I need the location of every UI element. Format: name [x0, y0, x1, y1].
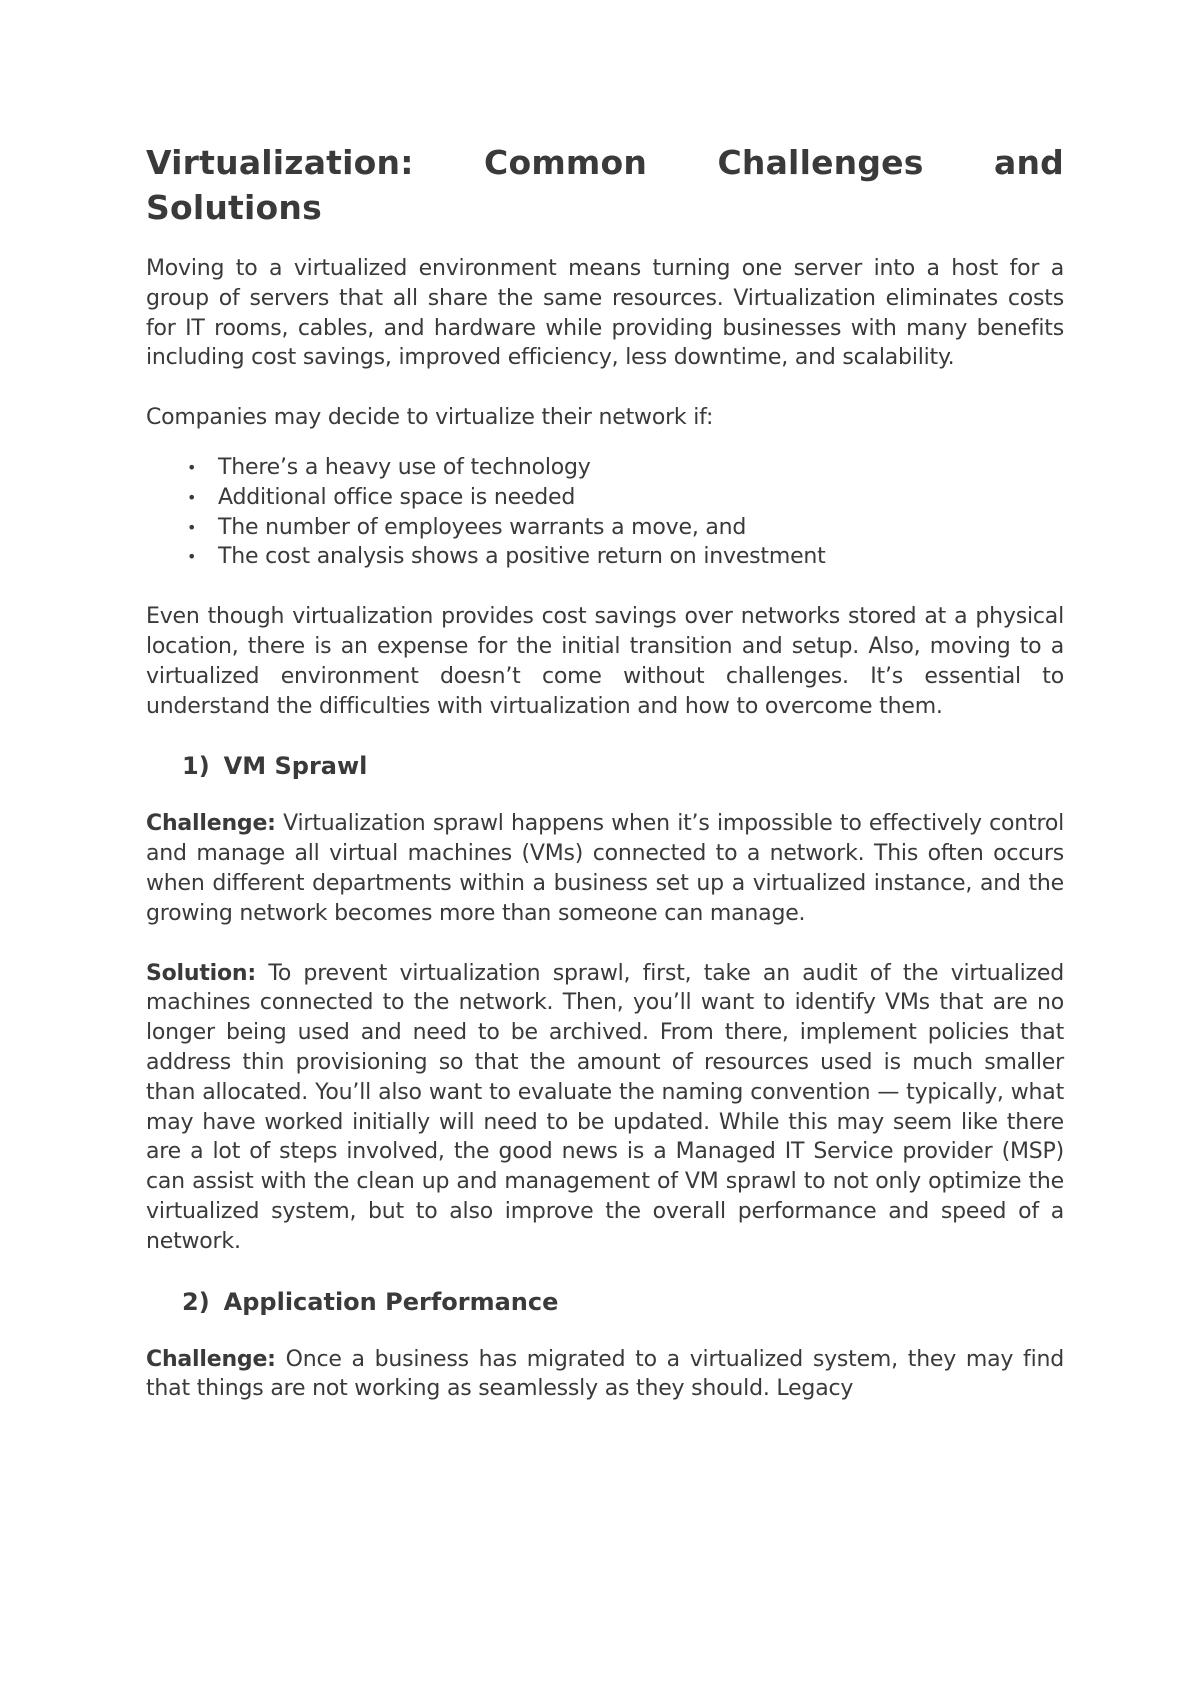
list-item — [187, 483, 1064, 513]
transition-paragraph: Even though virtualization provides cost savings over networks stored at a physical location, there is an expense for the initial transition and setup. Also, moving to a virtualized environment doesn’t come without challenges. It’s essential to understand the difficulties with virtualization and how to overcome them. — [146, 604, 1064, 719]
bullet-icon: • — [187, 547, 197, 567]
bullet-icon: • — [187, 487, 197, 507]
section-title: Application Performance — [223, 1287, 559, 1316]
challenge-label: Challenge: — [146, 811, 276, 837]
challenge-paragraph — [146, 809, 1064, 928]
list-item — [187, 513, 1064, 543]
list-item-text: Additional office space is needed — [218, 484, 576, 510]
list-item-text: The number of employees warrants a move, and — [218, 514, 747, 540]
reasons-list — [146, 453, 1064, 572]
section-heading-vm-sprawl — [182, 751, 1064, 781]
challenge-label: Challenge: — [146, 1346, 276, 1372]
challenge-paragraph — [146, 1345, 1064, 1405]
section-number: 2) — [182, 1287, 210, 1316]
challenge-text: Virtualization sprawl happens when it’s impossible to effectively control and manage all virtual machines (VMs) connected to a network. This often occurs when different departments within a business set up a virtualized instance, and the growing network becomes more than someone can manage. — [146, 811, 1064, 926]
list-item-text: The cost analysis shows a positive return on investment — [218, 544, 826, 570]
list-lead-paragraph: Companies may decide to virtualize their network if: — [146, 405, 714, 431]
section-number: 1) — [182, 752, 210, 781]
challenge-text: Once a business has migrated to a virtualized system, they may find that things are not working as seamlessly as they should. Legacy — [146, 1346, 1064, 1402]
bullet-icon: • — [187, 457, 197, 477]
section-heading-application-performance — [182, 1287, 1064, 1317]
section-title: VM Sprawl — [223, 752, 368, 781]
solution-text: To prevent virtualization sprawl, first, take an audit of the virtualized machines connected to the network. Then, you’ll want to identify VMs that are no longer being used and need to be archived. From there, implement policies that address thin provisioning so that the amount of resources used is much smaller than allocated. You’ll also want to evaluate the naming convention — typically, what may have worked initially will need to be updated. While this may seem like there are a lot of steps involved, the good news is a Managed IT Service provider (MSP) can assist with the clean up and management of VM sprawl to not only optimize the virtualized system, but to also improve the overall performance and speed of a network. — [146, 960, 1065, 1254]
solution-paragraph — [146, 959, 1064, 1257]
list-item-text: There’s a heavy use of technology — [218, 454, 591, 480]
list-item — [187, 542, 1064, 572]
list-item — [187, 453, 1064, 483]
document-title: Virtualization: Common Challenges and Solutions — [146, 143, 1064, 227]
solution-label: Solution: — [146, 960, 256, 986]
document-page — [146, 140, 1064, 1434]
intro-paragraph: Moving to a virtualized environment means turning one server into a host for a group of servers that all share the same resources. Virtualization eliminates costs for IT rooms, cables, and hardware while providing businesses with many benefits including cost savings, improved efficiency, less downtime, and scalability. — [146, 256, 1064, 371]
bullet-icon: • — [187, 517, 197, 537]
